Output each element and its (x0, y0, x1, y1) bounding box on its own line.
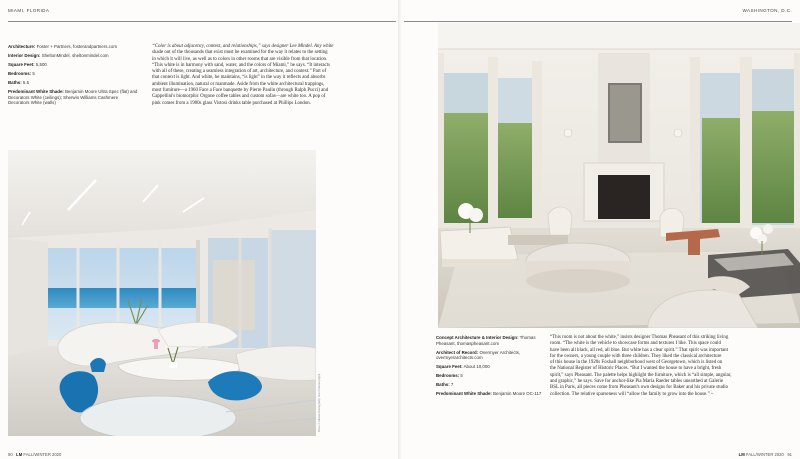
page-number-left: 90 (8, 452, 13, 457)
body-line: room. “The white is the vehicle to showcase forms and textures I like. This space could (550, 341, 721, 347)
body-line: collection. The relative sparseness will “allow the family to grow into the house.” ~ (550, 391, 714, 397)
body-line: “Color is about adjacency, context, and relationships,” says designer Lee Mindel. Any white (152, 44, 334, 49)
spec-value: 5 (460, 373, 463, 379)
photo-credit-text: Photo © Nikolas Koenig (left); Scott Frances (right) (318, 373, 321, 432)
spec-label: Predominant White Shade: (8, 88, 64, 94)
spec-label: Concept Architecture & Interior Design: (436, 335, 519, 340)
spec-item (436, 391, 548, 397)
body-line: have been all black, all red, all blue. But white has a clear spirit.” That spirit was important (550, 347, 728, 353)
body-line: BSL in Paris, all pieces come from Pheasant's own designs for Baker and his private studio (550, 385, 729, 391)
folio-issue-left: FALL/WINTER 2020 (23, 452, 62, 457)
spec-value: Benjamin Moore OC-117 (493, 391, 542, 397)
spec-item (436, 350, 548, 361)
spec-label: Bedrooms: (8, 70, 32, 76)
body-line: Cappellini's biomorphic Orgone coffee tables and custom sofas—are white too. A pop of (152, 94, 326, 100)
spec-item (436, 382, 548, 388)
body-line: in which it will live, as well as to colors in other rooms that are visible from that location. (152, 56, 328, 62)
spec-item (8, 80, 140, 86)
washington-living-room-photo (438, 23, 800, 328)
spec-label: Predominant White Shade: (436, 391, 492, 397)
spec-value: 5 (32, 70, 35, 76)
folio-issue-right: FALL/WINTER 2020 (745, 452, 784, 457)
spec-value: Overmyer Architects, overmyerarchitects.com (436, 349, 521, 361)
body-line: most furniture—a 1960 Face a Face banquette by Pierre Paulin (through Ralph Pucci) and (152, 88, 329, 94)
specs-list-washington (436, 335, 548, 400)
folio-left (8, 452, 61, 457)
location-label-miami: MIAMI, FLORIDA (8, 8, 50, 13)
spec-label: Architect of Record: (436, 349, 479, 355)
spec-value: 5,500 (35, 61, 47, 67)
spec-label: Architecture: (8, 44, 36, 49)
body-line: for the owners, a young couple with three children. They liked the classical architecture (550, 353, 722, 359)
body-line: “This white is in harmony with sand, water, and the colors of Miami,” he says. “It interacts (152, 62, 330, 68)
miami-photo-illustration (8, 150, 316, 436)
body-line: shade out of the thousands that exist must be examined for the way it relates to the setting (152, 50, 328, 56)
spec-value: 7 (450, 382, 454, 388)
spec-item (436, 373, 548, 379)
spec-value: Benjamin Moore Ultra Spec (flat) and Decorators White (ceilings); Sherwin Williams Cashmere Decorators White (walls) (8, 88, 138, 106)
body-copy-miami (152, 44, 392, 107)
spec-value: Foster + Partners, fosterandpartners.com (36, 44, 117, 49)
folio-brand-right: LM (738, 452, 745, 457)
body-line: spirit,” says Pheasant. The palette helps highlight the furniture, which is “all simple, angular, (550, 372, 732, 378)
body-line: with all of these, creating a seamless integration of art, architecture, and context.” Part of (152, 69, 327, 75)
miami-living-room-photo (8, 150, 316, 436)
top-rule-right (404, 21, 792, 22)
washington-photo-illustration (438, 23, 800, 328)
spec-label: Baths: (8, 79, 22, 85)
spec-value: SheltonMindel, sheltonmindel.com (41, 52, 109, 58)
body-line: pink comes from a 1980s glass Vistosi drinks table purchased at Phillips London. (152, 100, 311, 106)
spec-item (8, 89, 140, 106)
spec-item (436, 364, 548, 370)
spec-item (436, 335, 548, 346)
spine-gutter (398, 0, 402, 459)
page-number-right: 91 (787, 452, 792, 457)
spec-value: Thomas Pheasant, thomaspheasant.com (436, 335, 536, 346)
right-page (400, 0, 800, 459)
photo-credit-vertical (318, 372, 324, 432)
spec-item (8, 53, 140, 59)
spec-label: Interior Design: (8, 52, 41, 58)
folio-brand-left: LM (16, 452, 23, 457)
spec-label: Baths: (436, 382, 450, 388)
spec-item (8, 62, 140, 68)
spec-label: Square Feet: (436, 364, 463, 370)
body-copy-washington (550, 335, 794, 398)
body-line: the National Register of Historic Places. “But I wanted the house to have a bright, fresh (550, 366, 722, 372)
spec-item (8, 44, 140, 50)
folio-right (739, 452, 792, 457)
spec-value: 5.5 (22, 79, 30, 85)
body-line: and graphic,” he says. Save for anchor-like Pia Maria Raeder tables unearthed at Galerie (550, 379, 724, 385)
top-rule-left (8, 21, 396, 22)
spec-item (8, 71, 140, 77)
body-line: that context is light. And white, he maintains, “is light” in the way it reflects and absorbs (152, 75, 326, 81)
location-label-washington: WASHINGTON, D.C. (742, 8, 792, 13)
specs-list-miami (8, 44, 140, 109)
spec-label: Bedrooms: (436, 373, 460, 379)
spec-label: Square Feet: (8, 61, 35, 67)
body-line: “This room is not about the white,” insists designer Thomas Pheasant of this striking living (550, 335, 729, 340)
body-line: of this house in the 1920s Foxhall neighborhood west of Georgetown, which is listed on (550, 360, 723, 366)
body-line: ambient illumination, natural or manmade. Aside from the white architectural trappings, (152, 81, 325, 87)
spec-value: About 10,000 (463, 364, 490, 370)
